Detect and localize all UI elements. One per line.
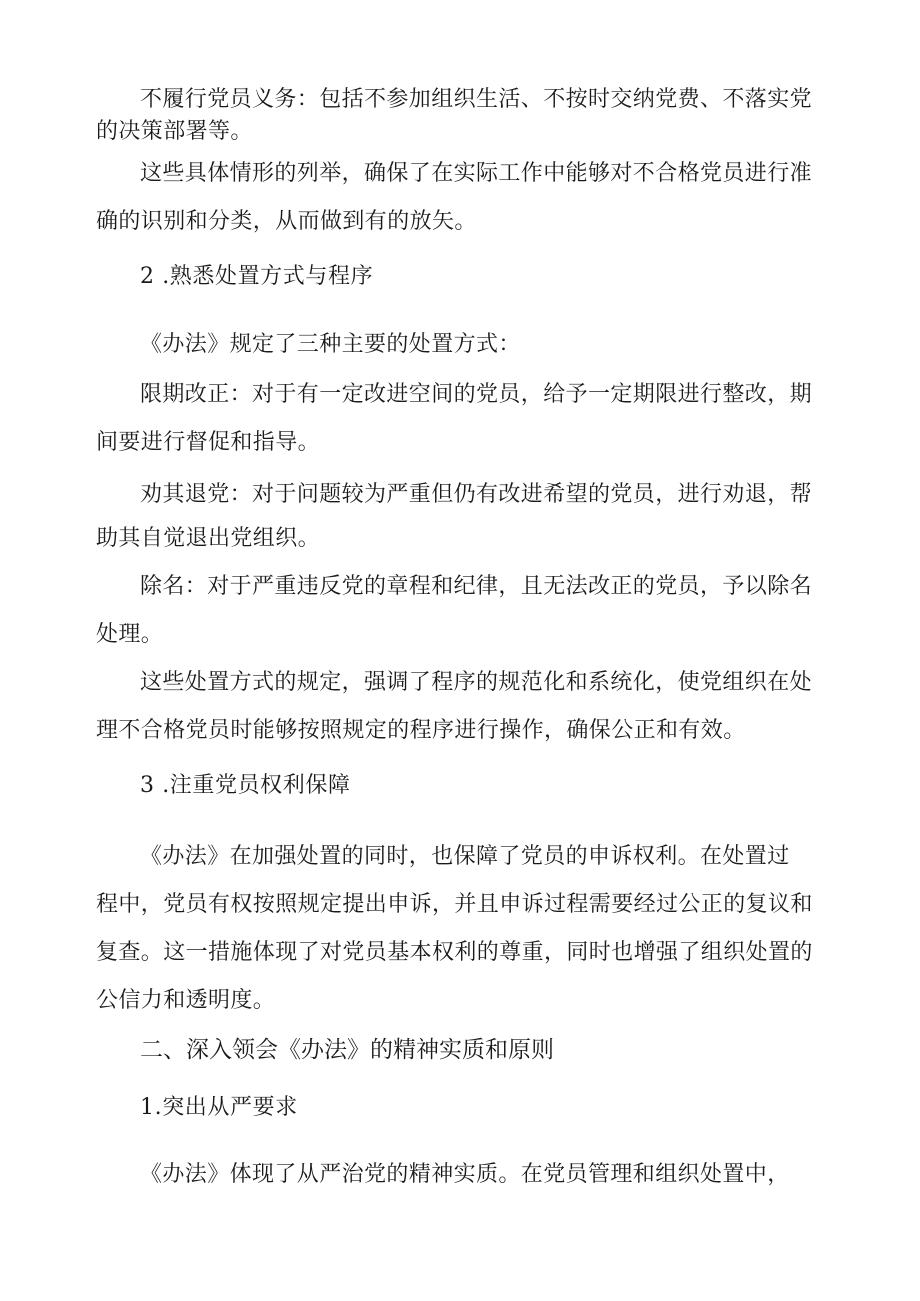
paragraph-line: 程中，党员有权按照规定提出申诉，并且申诉过程需要经过公正的复议和: [96, 892, 813, 917]
paragraph-line: 限期改正：对于有一定改进空间的党员，给予一定期限进行整改，期: [140, 382, 813, 407]
paragraph-line: 理不合格党员时能够按照规定的程序进行操作，确保公正和有效。: [96, 718, 746, 743]
paragraph-line: 复查。这一措施体现了对党员基本权利的尊重，同时也增强了组织处置的: [96, 940, 813, 965]
section-heading: 二、深入领会《办法》的精神实质和原则: [140, 1037, 554, 1063]
subsection-heading: 2 .熟悉处置方式与程序: [140, 264, 374, 289]
paragraph-line: 不履行党员义务：包括不参加组织生活、不按时交纳党费、不落实党: [140, 87, 813, 112]
paragraph-line: 这些具体情形的列举，确保了在实际工作中能够对不合格党员进行准: [140, 161, 813, 186]
paragraph-line: 处理。: [96, 622, 164, 647]
paragraph-line: 助其自觉退出党组织。: [96, 526, 321, 551]
paragraph-line: 除名：对于严重违反党的章程和纪律，且无法改正的党员，予以除名: [140, 574, 813, 599]
paragraph-line: 《办法》规定了三种主要的处置方式：: [140, 332, 521, 357]
paragraph-line: 间要进行督促和指导。: [96, 430, 321, 455]
paragraph-line: 的决策部署等。: [96, 119, 253, 144]
subsection-heading: 3 .注重党员权利保障: [140, 773, 351, 798]
paragraph-line: 《办法》在加强处置的同时，也保障了党员的申诉权利。在处置过: [140, 844, 790, 869]
paragraph-line: 劝其退党：对于问题较为严重但仍有改进希望的党员，进行劝退，帮: [140, 482, 813, 507]
paragraph-line: 《办法》体现了从严治党的精神实质。在党员管理和组织处置中，: [140, 1162, 790, 1187]
subsection-heading: 1.突出从严要求: [140, 1095, 298, 1120]
paragraph-line: 这些处置方式的规定，强调了程序的规范化和系统化，使党组织在处: [140, 670, 813, 695]
paragraph-line: 确的识别和分类，从而做到有的放矢。: [96, 209, 477, 234]
paragraph-line: 公信力和透明度。: [96, 988, 276, 1013]
